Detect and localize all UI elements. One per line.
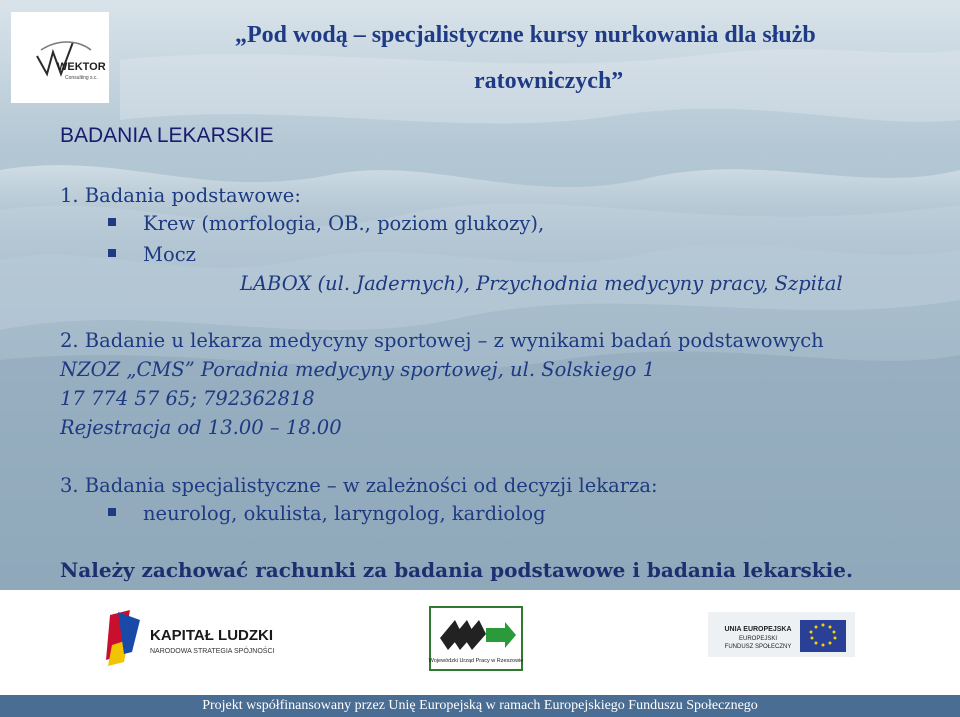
footer-text: Projekt współfinansowany przez Unię Europejską w ramach Europejskiego Funduszu Społecznego: [202, 698, 758, 713]
section1-bullet-2: Mocz: [143, 243, 196, 266]
page-title-line1: „Pod wodą – specjalistyczne kursy nurkowania dla służb: [235, 22, 816, 48]
section1-title: 1. Badania podstawowe:: [60, 184, 301, 207]
wektor-logo-graphic: [11, 12, 109, 103]
bullet-marker: [108, 218, 116, 226]
kapital-ludzki-subtitle: NARODOWA STRATEGIA SPÓJNOŚCI: [150, 648, 275, 655]
receipt-note: Należy zachować rachunki za badania podstawowe i badania lekarskie.: [60, 558, 853, 582]
kapital-ludzki-title: KAPITAŁ LUDZKI: [150, 627, 274, 644]
section3-title: 3. Badania specjalistyczne – w zależności od decyzji lekarza:: [60, 474, 658, 497]
eu-line1: UNIA EUROPEJSKA: [724, 626, 792, 633]
section3-bullet-1: neurolog, okulista, laryngolog, kardiolog: [143, 502, 546, 525]
eu-line2: EUROPEJSKI: [738, 636, 778, 642]
section1-place: LABOX (ul. Jadernych), Przychodnia medycyny pracy, Szpital: [240, 272, 843, 295]
section-heading: BADANIA LEKARSKIE: [60, 124, 274, 147]
page-title-line2: ratowniczych”: [474, 68, 624, 94]
section1-bullet-1: Krew (morfologia, OB., poziom glukozy),: [143, 212, 545, 235]
section2-title: 2. Badanie u lekarza medycyny sportowej – z wynikami badań podstawowych: [60, 329, 824, 352]
wup-text: Wojewódzki Urząd Pracy w Rzeszowie: [428, 658, 524, 664]
wektor-logo-subtext: Consulting s.c.: [65, 75, 98, 81]
funding-logos: [0, 590, 960, 695]
wup-logo: [429, 607, 524, 670]
eu-line3: FUNDUSZ SPOŁECZNY: [724, 644, 792, 650]
section2-line2: 17 774 57 65; 792362818: [60, 387, 315, 410]
eu-efs-logo: [708, 612, 855, 657]
wektor-logo-text: WEKTOR: [57, 61, 106, 73]
bullet-marker: [108, 249, 116, 257]
section2-line1: NZOZ „CMS” Poradnia medycyny sportowej, ul. Solskiego 1: [60, 358, 655, 381]
bullet-marker: [108, 508, 116, 516]
wektor-logo: [11, 12, 109, 103]
kapital-ludzki-logo: [106, 610, 275, 666]
section2-line3: Rejestracja od 13.00 – 18.00: [60, 416, 342, 439]
